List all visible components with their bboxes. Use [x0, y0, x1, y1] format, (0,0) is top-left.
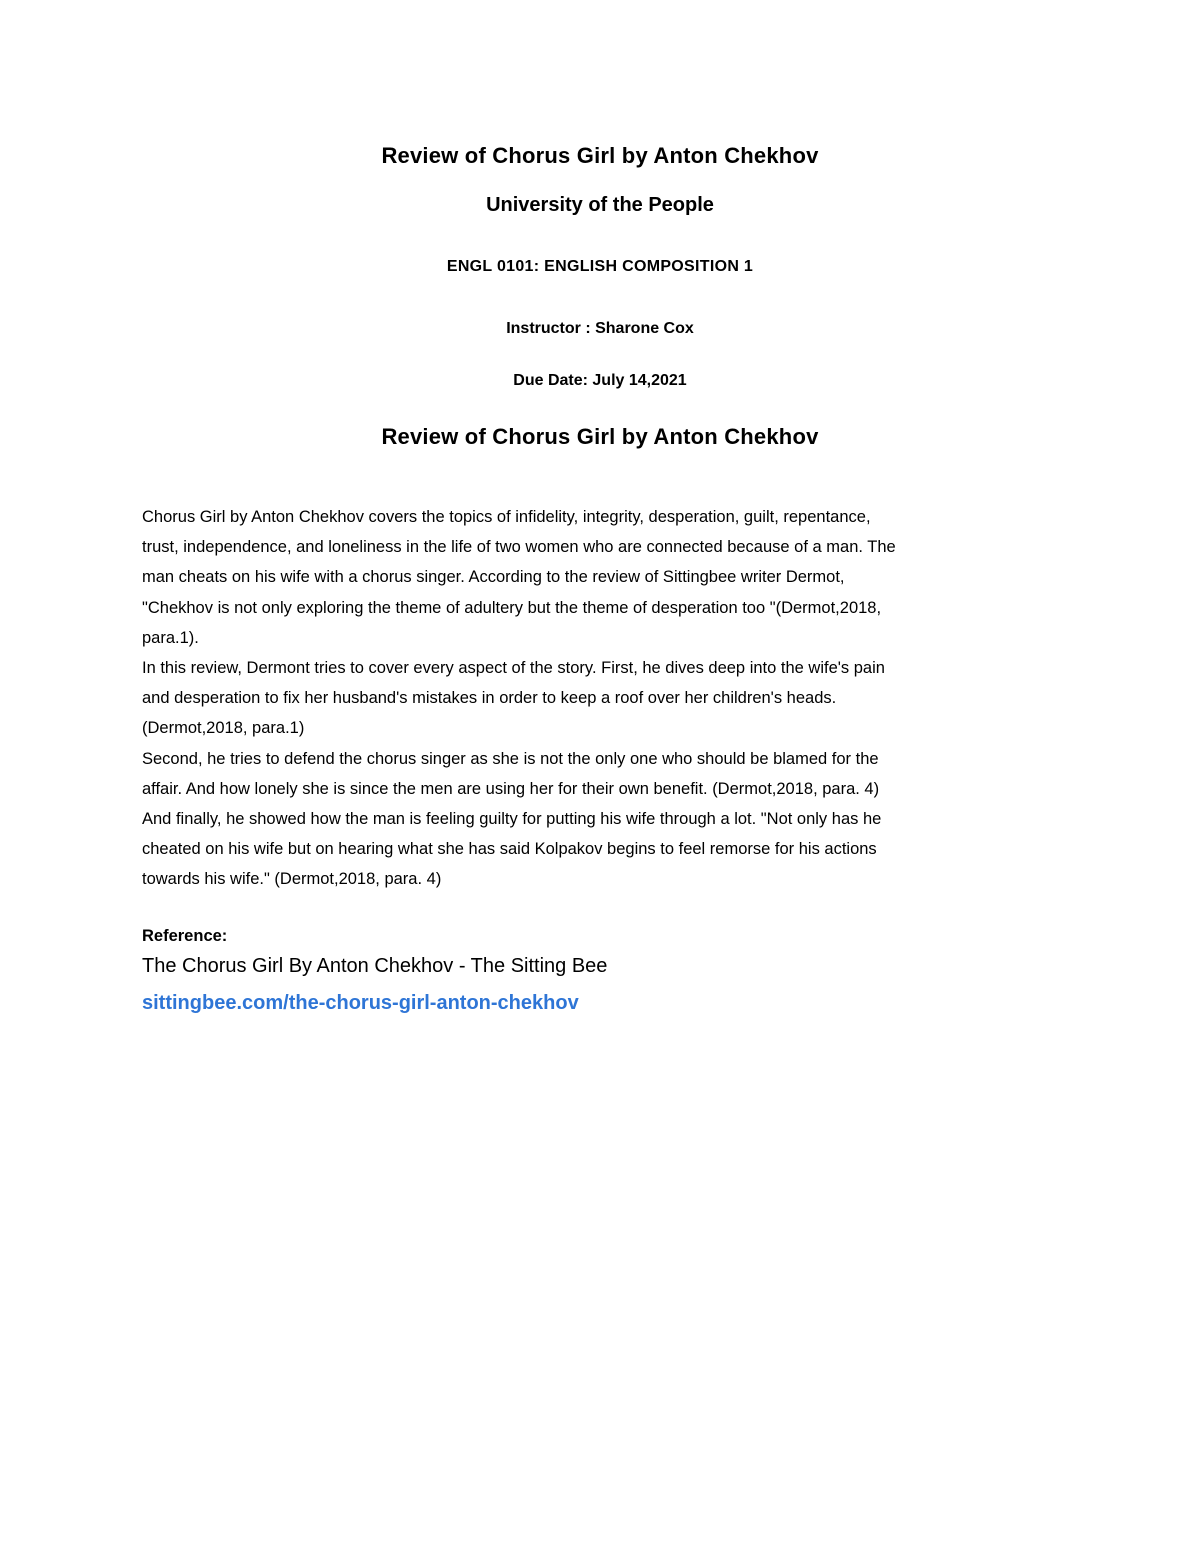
body-line: para.1). [142, 628, 199, 647]
body-line: affair. And how lonely she is since the men are using her for their own benefit. (Dermot,2018, para. 4) [142, 779, 880, 798]
body-line: cheated on his wife but on hearing what she has said Kolpakov begins to feel remorse for his actions [142, 840, 877, 859]
body-line: In this review, Dermont tries to cover every aspect of the story. First, he dives deep into the wife's pain [142, 659, 885, 678]
body-line: trust, independence, and loneliness in the life of two women who are connected because of a man. The [142, 538, 896, 557]
instructor-line: Instructor : Sharone Cox [506, 320, 694, 337]
university-name: University of the People [486, 194, 714, 216]
reference-title: The Chorus Girl By Anton Chekhov - The Sitting Bee [142, 955, 608, 977]
body-line: man cheats on his wife with a chorus singer. According to the review of Sittingbee writer Dermot, [142, 568, 845, 587]
body-line: (Dermot,2018, para.1) [142, 719, 305, 738]
body-text [142, 502, 1072, 895]
body-line: "Chekhov is not only exploring the theme of adultery but the theme of desperation too "(Dermot,2018, [142, 598, 882, 617]
due-date-line: Due Date: July 14,2021 [513, 372, 687, 389]
body-line: towards his wife." (Dermot,2018, para. 4) [142, 870, 442, 889]
body-line: And finally, he showed how the man is feeling guilty for putting his wife through a lot. "Not only has he [142, 810, 882, 829]
reference-link[interactable]: sittingbee.com/the-chorus-girl-anton-chekhov [142, 992, 579, 1014]
body-line: Chorus Girl by Anton Chekhov covers the topics of infidelity, integrity, desperation, guilt, repentance, [142, 508, 871, 526]
course-name: ENGL 0101: ENGLISH COMPOSITION 1 [446, 258, 754, 275]
reference-label: Reference: [142, 927, 228, 945]
section-title: Review of Chorus Girl by Anton Chekhov [381, 424, 819, 449]
body-line: and desperation to fix her husband's mistakes in order to keep a roof over her children's heads. [142, 689, 837, 708]
body-line: Second, he tries to defend the chorus singer as she is not the only one who should be blamed for the [142, 749, 879, 768]
document-title: Review of Chorus Girl by Anton Chekhov [381, 143, 819, 168]
